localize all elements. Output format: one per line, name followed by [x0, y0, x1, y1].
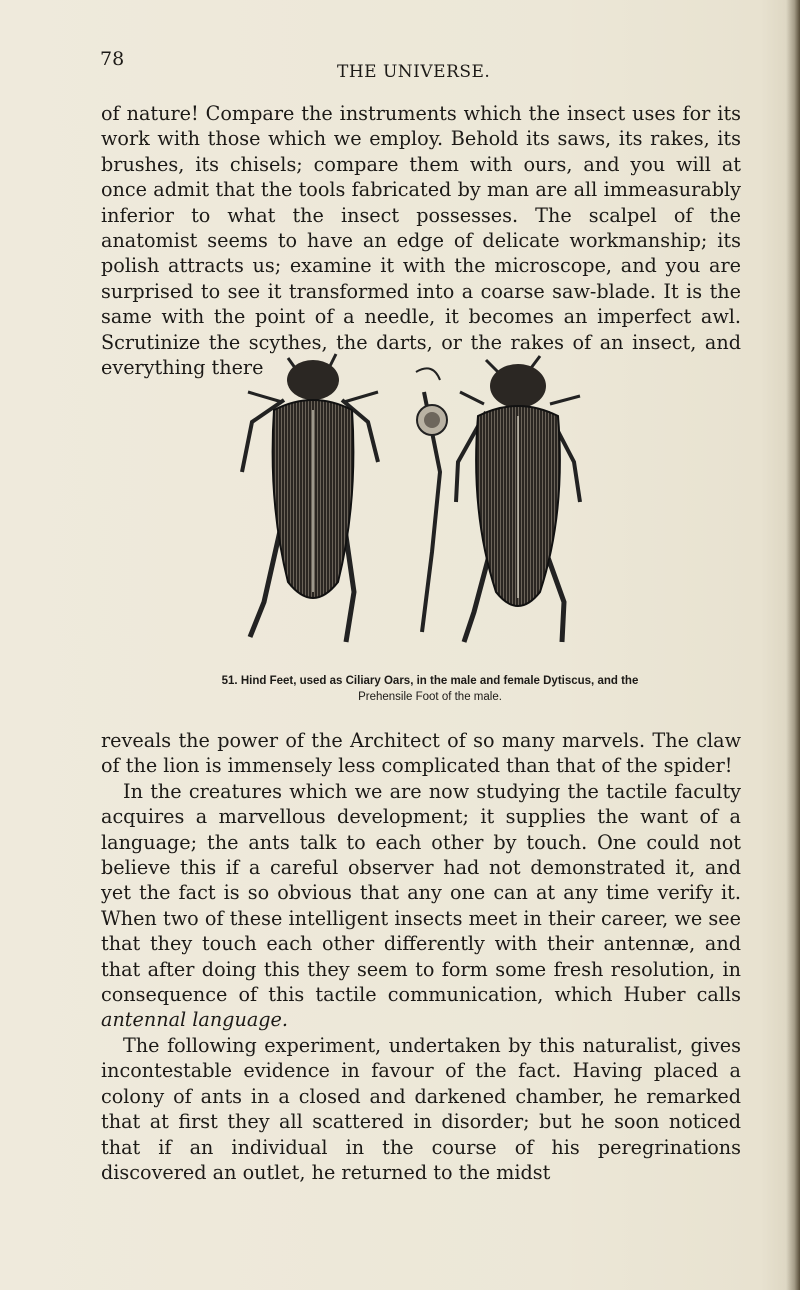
- running-head: THE UNIVERSE.: [337, 62, 491, 82]
- paragraph: The following experiment, undertaken by this naturalist, gives incontestable evidence in favour of the fact. Having placed a colony of ants in a closed and darkened chamber, he remarked that at first they all scattered in disorder; but he soon noticed that if an individual in the course of his peregrinations discovered an outlet, he returned to the midst: [101, 1033, 741, 1184]
- paragraph: of nature! Compare the instruments which the insect uses for its work with those which we employ. Behold its saws, its rakes, its brushes, its chisels; compare them with ours, and you will at once admit that the tools fabricated by man are all immeasurably inferior to what the insect possesses. The scalpel of the anatomist seems to have an edge of delicate workmanship; its polish attracts us; examine it with the microscope, and you are surprised to see it transformed into a coarse saw-blade. It is the same with the point of a needle, it becomes an imperfect awl. Scrutinize the scythes, the darts, or the rakes of an insect, and everything there: [101, 102, 741, 380]
- page-number: 78: [100, 48, 125, 70]
- paragraph: [101, 779, 741, 1033]
- paragraph-text: In the creatures which we are now studying the tactile faculty acquires a marvellous development; it supplies the want of a language; the ants talk to each other by touch. One could not believe this if a careful observer had not demonstrated it, and yet the fact is so obvious that any one can at any time verify it. When two of these intelligent insects meet in their career, we see that they touch each other differently with their antennæ, and that after doing this they seem to form some fresh resolution, in consequence of this tactile communication, which Huber calls: [101, 779, 741, 1007]
- paragraph: reveals the power of the Architect of so many marvels. The claw of the lion is immensely less complicated than that of the spider!: [101, 729, 741, 778]
- male-beetle-drawing: [242, 354, 378, 642]
- caption-line-2: Prehensile Foot of the male.: [358, 691, 502, 703]
- female-beetle-drawing: [456, 356, 580, 642]
- top-text-block: [101, 101, 741, 380]
- bottom-text-block: [101, 728, 741, 1185]
- beetle-illustration: [228, 352, 628, 652]
- prehensile-foot-drawing: [416, 368, 447, 632]
- figure-caption: [160, 673, 700, 705]
- caption-line-1: 51. Hind Feet, used as Ciliary Oars, in the male and female Dytiscus, and the: [221, 675, 639, 687]
- italic-term: antennal language.: [101, 1008, 289, 1032]
- page-edge-shadow: [786, 0, 800, 1290]
